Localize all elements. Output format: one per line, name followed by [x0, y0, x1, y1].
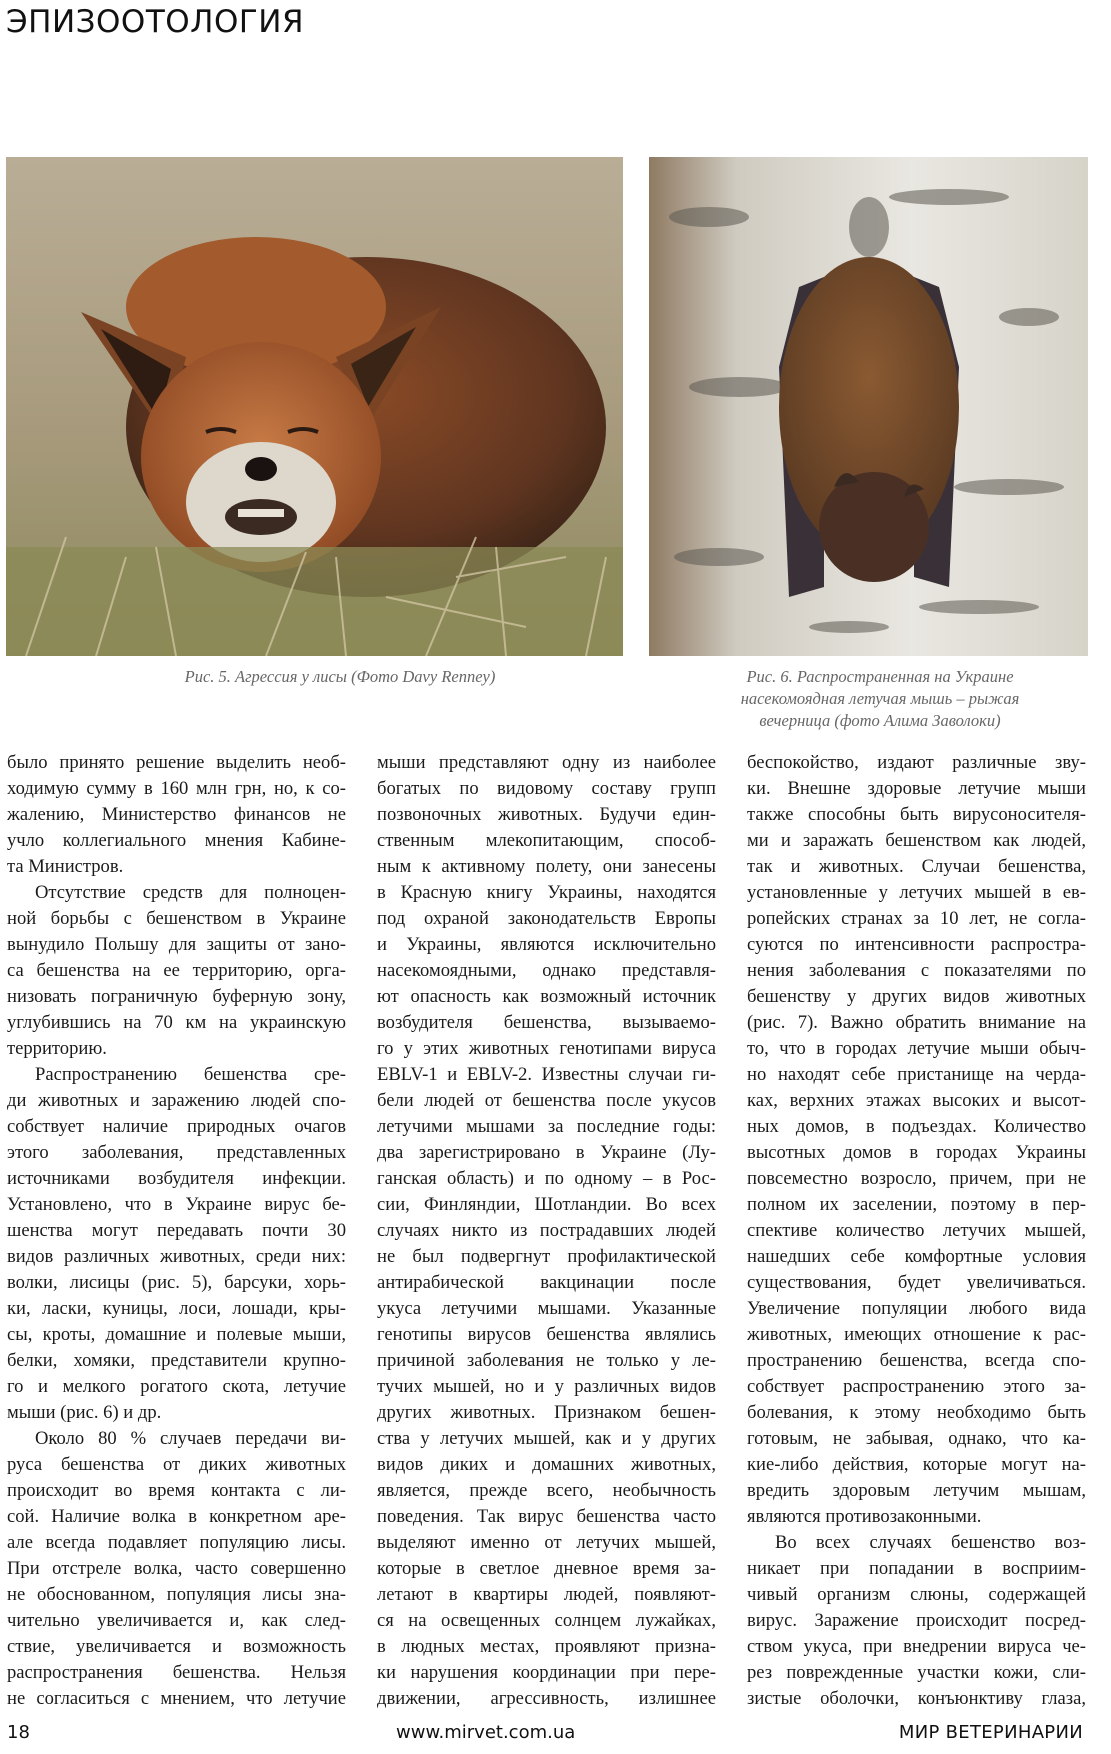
text-line: генотипы вирусов бешенства являлись: [377, 1324, 716, 1345]
text-line: так и животных. Случаи бешенства,: [747, 856, 1086, 877]
text-line: высотных домов в городах Украины: [747, 1142, 1086, 1163]
text-line: учло коллегиального мнения Кабине-: [7, 830, 346, 851]
text-line: никает при попадании в восприим-: [747, 1558, 1086, 1579]
text-line: сии, Финляндии, Шотландии. Во всех: [377, 1194, 716, 1215]
figure-6-caption-line: насекомоядная летучая мышь – рыжая: [740, 689, 1020, 708]
text-line: ся на освещенных солнцем лужайках,: [377, 1610, 716, 1631]
text-line: зистые оболочки, конъюнктиву глаза,: [747, 1688, 1086, 1709]
text-line: EBLV-1 и EBLV-2. Известны случаи ги-: [377, 1064, 716, 1085]
text-line: летучими мышами за последние годы:: [377, 1116, 716, 1137]
text-line: ным к активному полету, они занесены: [377, 856, 716, 877]
figure-6-caption-line: Рис. 6. Распространенная на Украине: [746, 667, 1014, 686]
text-line: ганская область) и по одному – в Рос-: [377, 1168, 716, 1189]
text-line: низовать пограничную буферную зону,: [7, 986, 346, 1007]
text-line: животных, имеющих отношение к рас-: [747, 1324, 1086, 1345]
text-line: происходит во время контакта с ли-: [7, 1480, 346, 1501]
text-column-3: [747, 750, 1086, 1712]
text-line: также способны быть вирусоносителя-: [747, 804, 1086, 825]
text-line: ют опасность как возможный источник: [377, 986, 716, 1007]
text-line: чительно увеличивается и, как след-: [7, 1610, 346, 1631]
text-line: рез поврежденные участки кожи, сли-: [747, 1662, 1086, 1683]
text-column-1: [7, 750, 346, 1712]
text-line: шенства могут передавать почти 30: [7, 1220, 346, 1241]
text-line: Увеличение популяции любого вида: [747, 1298, 1086, 1319]
text-line: не обоснованном, популяция лисы зна-: [7, 1584, 346, 1605]
text-line: является, прежде всего, необычность: [377, 1480, 716, 1501]
text-line: ной борьбы с бешенством в Украине: [7, 908, 346, 929]
text-line: белки, хомяки, представители крупно-: [7, 1350, 346, 1371]
text-line: мыши (рис. 6) и др.: [7, 1402, 162, 1423]
text-line: укуса летучими мышами. Указанные: [377, 1298, 716, 1319]
section-title: ЭПИЗООТОЛОГИЯ: [6, 4, 305, 40]
text-line: руса бешенства от диких животных: [7, 1454, 346, 1475]
text-line: видов различных животных, среди них:: [7, 1246, 346, 1267]
text-line: спективе количество летучих мышей,: [747, 1220, 1086, 1241]
text-line: кие-либо действия, которые могут на-: [747, 1454, 1086, 1475]
text-line: являются противозаконными.: [747, 1506, 982, 1527]
fox-photo-illustration: [6, 157, 623, 656]
text-line: этого заболевания, представленных: [7, 1142, 346, 1163]
figure-6-caption: [680, 666, 1080, 732]
text-line: жалению, Министерство финансов не: [7, 804, 346, 825]
text-line: нения заболевания с показателями по: [747, 960, 1086, 981]
text-line: пространению бешенства, всегда спо-: [747, 1350, 1086, 1371]
text-line: При отстреле волка, часто совершенно: [7, 1558, 346, 1579]
text-line: насекомоядными, однако представля-: [377, 960, 716, 981]
text-line: болевания, к этому необходимо быть: [747, 1402, 1086, 1423]
text-line: причиной заболевания не только у ле-: [377, 1350, 716, 1371]
text-line: Распространению бешенства сре-: [35, 1064, 346, 1085]
text-line: ных домов, в подъездах. Количество: [747, 1116, 1086, 1137]
text-line: ках, верхних этажах высоких и высот-: [747, 1090, 1086, 1111]
text-line: источниками возбудителя инфекции.: [7, 1168, 346, 1189]
text-line: ственным млекопитающим, способ-: [377, 830, 716, 851]
text-line: существования, будет увеличиваться.: [747, 1272, 1086, 1293]
text-line: ропейских странах за 10 лет, не согла-: [747, 908, 1086, 929]
text-line: са бешенства на ее территорию, орга-: [7, 960, 346, 981]
text-line: вынудило Польшу для защиты от зано-: [7, 934, 346, 955]
text-line: ки нарушения координации при пере-: [377, 1662, 716, 1683]
text-line: не согласиться с мнением, что летучие: [7, 1688, 346, 1709]
text-line: и Украины, являются исключительно: [377, 934, 716, 955]
text-line: установленные у летучих мышей в ев-: [747, 882, 1086, 903]
text-line: выделяют именно от летучих мышей,: [377, 1532, 716, 1553]
text-line: территорию.: [7, 1038, 107, 1059]
text-line: го у этих животных генотипами вируса: [377, 1038, 716, 1059]
text-line: Установлено, что в Украине вирус бе-: [7, 1194, 346, 1215]
text-line: Отсутствие средств для полноцен-: [35, 882, 346, 903]
text-line: случаях никто из пострадавших людей: [377, 1220, 716, 1241]
text-line: видов диких и домашних животных,: [377, 1454, 716, 1475]
text-line: мыши представляют одну из наиболее: [377, 752, 716, 773]
page-number: 18: [7, 1722, 30, 1743]
text-line: но находят себе пристанище на черда-: [747, 1064, 1086, 1085]
text-line: (рис. 7). Важно обратить внимание на: [747, 1012, 1086, 1033]
text-line: Во всех случаях бешенство воз-: [775, 1532, 1086, 1553]
text-line: го и мелкого рогатого скота, летучие: [7, 1376, 346, 1397]
text-line: позвоночных животных. Будучи един-: [377, 804, 716, 825]
text-line: готовым, не забывая, однако, что ка-: [747, 1428, 1086, 1449]
figure-6-caption-line: вечерница (фото Алима Заволоки): [759, 711, 1001, 730]
text-line: движении, агрессивность, излишнее: [377, 1688, 716, 1709]
text-line: ходимую сумму в 160 млн грн, но, к со-: [7, 778, 346, 799]
text-line: вирус. Заражение происходит посред-: [747, 1610, 1086, 1631]
text-line: богатых по видовому составу групп: [377, 778, 716, 799]
text-line: сы, кроты, домашние и полевые мыши,: [7, 1324, 346, 1345]
text-line: которые в светлое дневное время за-: [377, 1558, 716, 1579]
website-url[interactable]: www.mirvet.com.ua: [396, 1722, 576, 1743]
text-line: сой. Наличие волка в конкретном аре-: [7, 1506, 346, 1527]
text-line: беспокойство, издают различные зву-: [747, 752, 1086, 773]
text-line: собствует распространению этого за-: [747, 1376, 1086, 1397]
text-line: ми и заражать бешенством как людей,: [747, 830, 1086, 851]
text-line: других животных. Признаком бешен-: [377, 1402, 716, 1423]
text-line: тучих мышей, но и у различных видов: [377, 1376, 716, 1397]
text-line: два зарегистрировано в Украине (Лу-: [377, 1142, 716, 1163]
text-line: ствие, увеличивается и возможность: [7, 1636, 346, 1657]
text-line: было принято решение выделить необ-: [7, 752, 346, 773]
figure-5-caption: Рис. 5. Агрессия у лисы (Фото Davy Renney): [184, 667, 496, 686]
text-line: летают в квартиры людей, появляют-: [377, 1584, 716, 1605]
text-line: суются по интенсивности распростра-: [747, 934, 1086, 955]
text-line: та Министров.: [7, 856, 124, 877]
text-line: Около 80 % случаев передачи ви-: [35, 1428, 346, 1449]
text-line: распространения бешенства. Нельзя: [7, 1662, 346, 1683]
text-line: под охраной законодательств Европы: [377, 908, 716, 929]
text-line: нашедших себе комфортные условия: [747, 1246, 1086, 1267]
magazine-name: МИР ВЕТЕРИНАРИИ: [898, 1722, 1083, 1743]
text-line: антирабической вакцинации после: [377, 1272, 716, 1293]
text-line: то, что в городах летучие мыши обыч-: [747, 1038, 1086, 1059]
text-line: ства у летучих мышей, как и у других: [377, 1428, 716, 1449]
text-line: не был подвергнут профилактической: [377, 1246, 716, 1267]
text-line: углубившись на 70 км на украинскую: [7, 1012, 346, 1033]
text-line: поведения. Так вирус бешенства часто: [377, 1506, 716, 1527]
text-line: в Красную книгу Украины, находятся: [377, 882, 716, 903]
text-line: чивый организм слюны, содержащей: [747, 1584, 1086, 1605]
text-line: ством укуса, при внедрении вируса че-: [747, 1636, 1086, 1657]
bat-photo-illustration: [649, 157, 1088, 656]
text-line: повсеместно возросло, причем, при не: [747, 1168, 1086, 1189]
text-line: бели людей от бешенства после укусов: [377, 1090, 716, 1111]
text-line: вредить здоровым летучим мышам,: [747, 1480, 1086, 1501]
text-line: в людных местах, проявляют призна-: [377, 1636, 716, 1657]
text-line: собствует наличие природных очагов: [7, 1116, 346, 1137]
text-line: полном их заселении, поэтому в пер-: [747, 1194, 1086, 1215]
fox-photo: [6, 157, 623, 656]
text-column-2: [377, 750, 716, 1712]
text-line: волки, лисицы (рис. 5), барсуки, хорь-: [7, 1272, 346, 1293]
text-line: але всегда подавляет популяцию лисы.: [7, 1532, 346, 1553]
text-line: ди животных и заражению людей спо-: [7, 1090, 346, 1111]
text-line: ки. Внешне здоровые летучие мыши: [747, 778, 1086, 799]
text-line: ки, ласки, куницы, лоси, лошади, кры-: [7, 1298, 346, 1319]
text-line: бешенству у других видов животных: [747, 986, 1086, 1007]
bat-photo: [649, 157, 1088, 656]
text-line: возбудителя бешенства, вызываемо-: [377, 1012, 716, 1033]
